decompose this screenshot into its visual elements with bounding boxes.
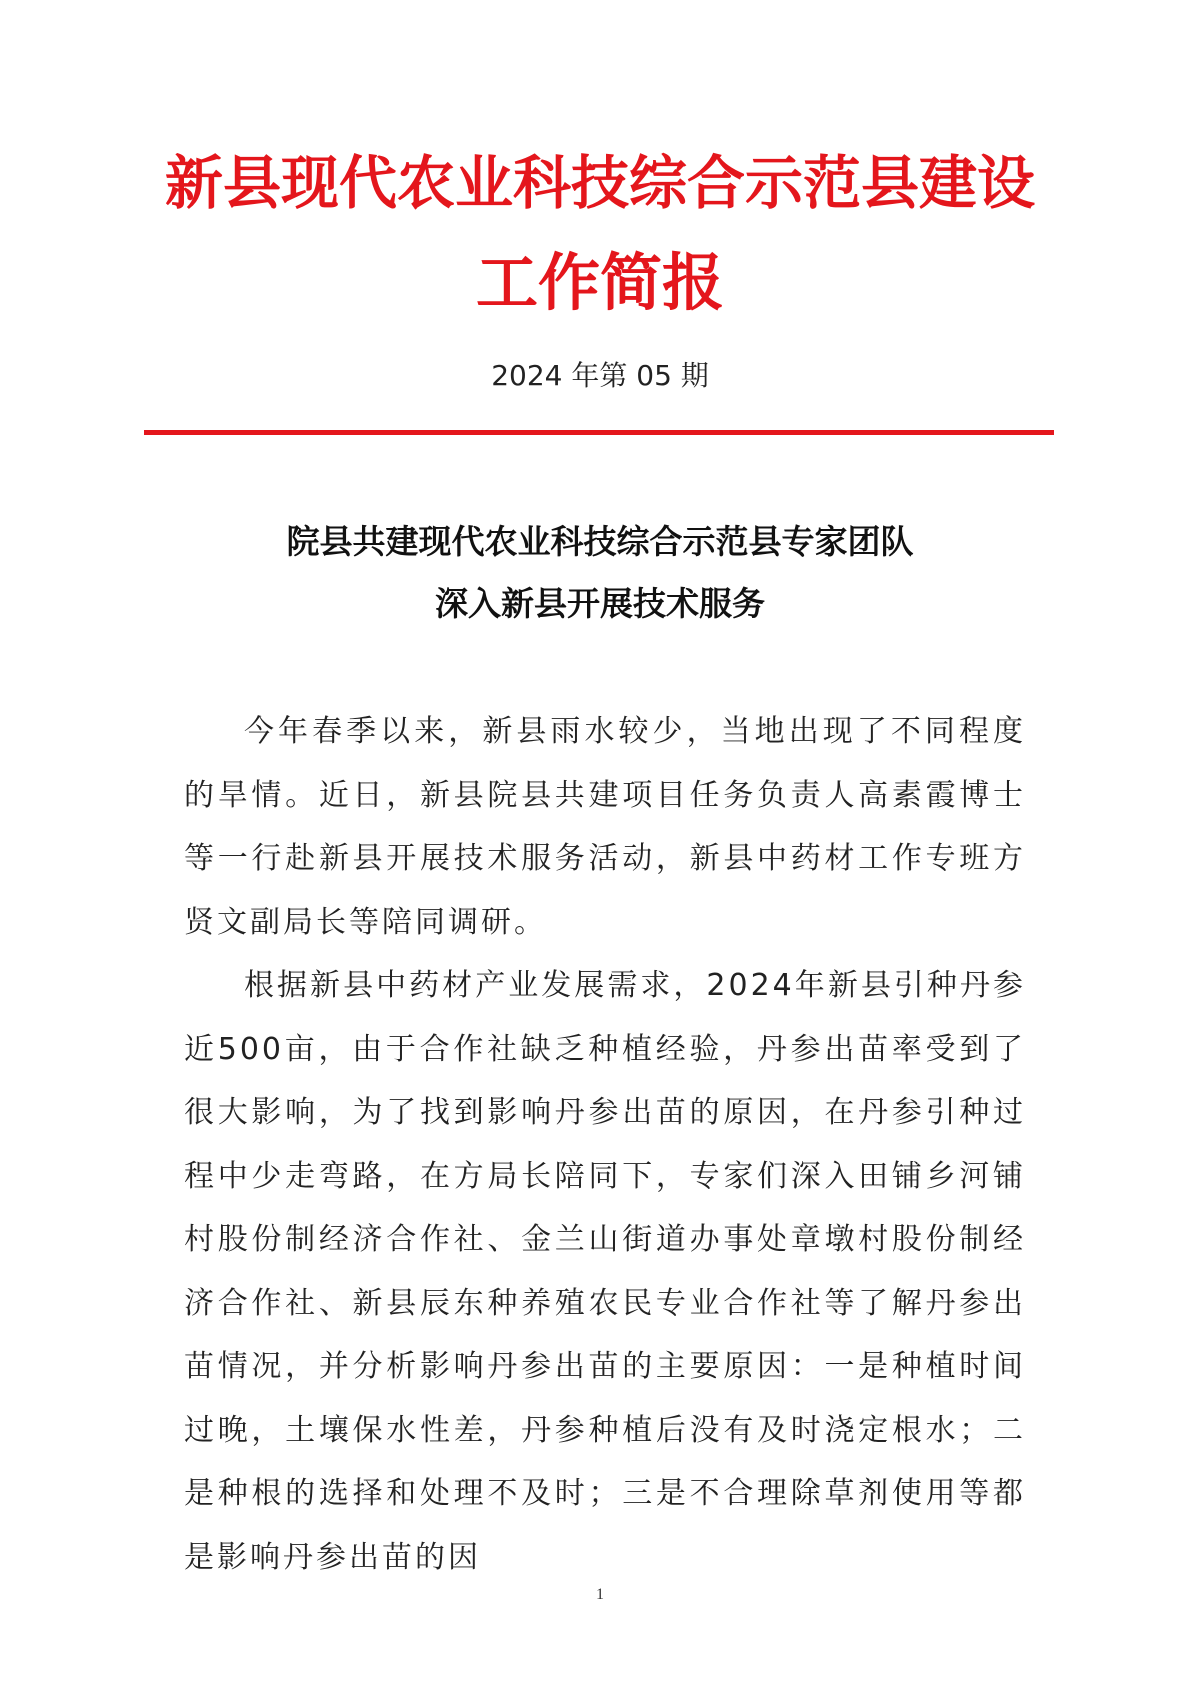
red-divider-rule bbox=[144, 430, 1054, 435]
article-paragraph: 根据新县中药材产业发展需求，2024年新县引种丹参近500亩，由于合作社缺乏种植经验，丹参出苗率受到了很大影响，为了找到影响丹参出苗的原因，在丹参引种过程中少走弯路，在方局长陪同下，专家们深入田铺乡河铺村股份制经济合作社、金兰山街道办事处章墩村股份制经济合作社、新县辰东种养殖农民专业合作社等了解丹参出苗情况，并分析影响丹参出苗的主要原因：一是种植时间过晚，土壤保水性差，丹参种植后没有及时浇定根水；二是种根的选择和处理不及时；三是不合理除草剂使用等都是影响丹参出苗的因 bbox=[184, 968, 1026, 1575]
masthead-title-line2: 工作简报 bbox=[475, 246, 724, 319]
article-title-line1: 院县共建现代农业科技综合示范县专家团队 bbox=[286, 522, 914, 561]
page-number: 1 bbox=[596, 1586, 604, 1603]
article-body bbox=[184, 700, 1026, 1589]
article-title-line2: 深入新县开展技术服务 bbox=[435, 584, 765, 623]
issue-number: 2024 年第 05 期 bbox=[491, 359, 709, 392]
article-paragraph: 今年春季以来，新县雨水较少，当地出现了不同程度的旱情。近日，新县院县共建项目任务负责人高素霞博士等一行赴新县开展技术服务活动，新县中药材工作专班方贤文副局长等陪同调研。 bbox=[184, 714, 1026, 940]
masthead-title-line1: 新县现代农业科技综合示范县建设 bbox=[164, 149, 1035, 217]
